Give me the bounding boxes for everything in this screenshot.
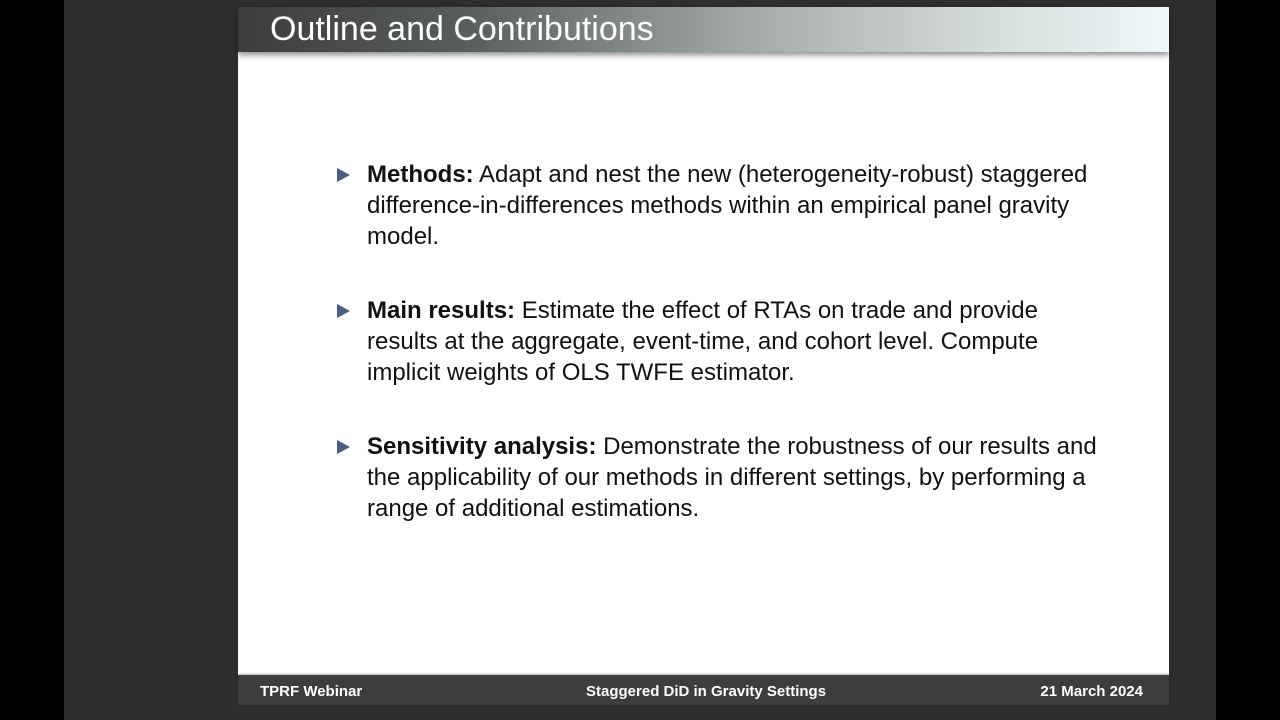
bullet-label: Methods: bbox=[367, 161, 474, 188]
bullet-item bbox=[334, 431, 1114, 524]
bullet-triangle-icon bbox=[337, 168, 350, 182]
slide bbox=[238, 7, 1169, 705]
footer-date: 21 March 2024 bbox=[1040, 683, 1143, 700]
footer-event: TPRF Webinar bbox=[260, 683, 363, 700]
bullet-triangle-icon bbox=[337, 304, 350, 318]
bullet-label: Sensitivity analysis: bbox=[367, 433, 597, 460]
slide-footer bbox=[238, 675, 1169, 705]
bullet-text: Adapt and nest the new (heterogeneity-robust) staggered difference-in-differences methods within an empirical panel gravity model. bbox=[367, 161, 1088, 250]
bullet-text: Demonstrate the robustness of our results and the applicability of our methods in different settings, by performing a range of additional estimations. bbox=[367, 433, 1097, 522]
bullet-item bbox=[334, 295, 1114, 388]
title-bar bbox=[238, 7, 1169, 52]
presentation-frame bbox=[64, 0, 1216, 720]
bullet-list bbox=[334, 159, 1114, 567]
footer-talk-title: Staggered DiD in Gravity Settings bbox=[586, 683, 827, 700]
bullet-text: Estimate the effect of RTAs on trade and provide results at the aggregate, event-time, and cohort level. Compute implicit weights of OLS TWFE estimator. bbox=[367, 297, 1039, 386]
bullet-label: Main results: bbox=[367, 297, 516, 324]
bullet-item bbox=[334, 159, 1114, 252]
bullet-triangle-icon bbox=[337, 440, 350, 454]
slide-title: Outline and Contributions bbox=[270, 10, 654, 48]
